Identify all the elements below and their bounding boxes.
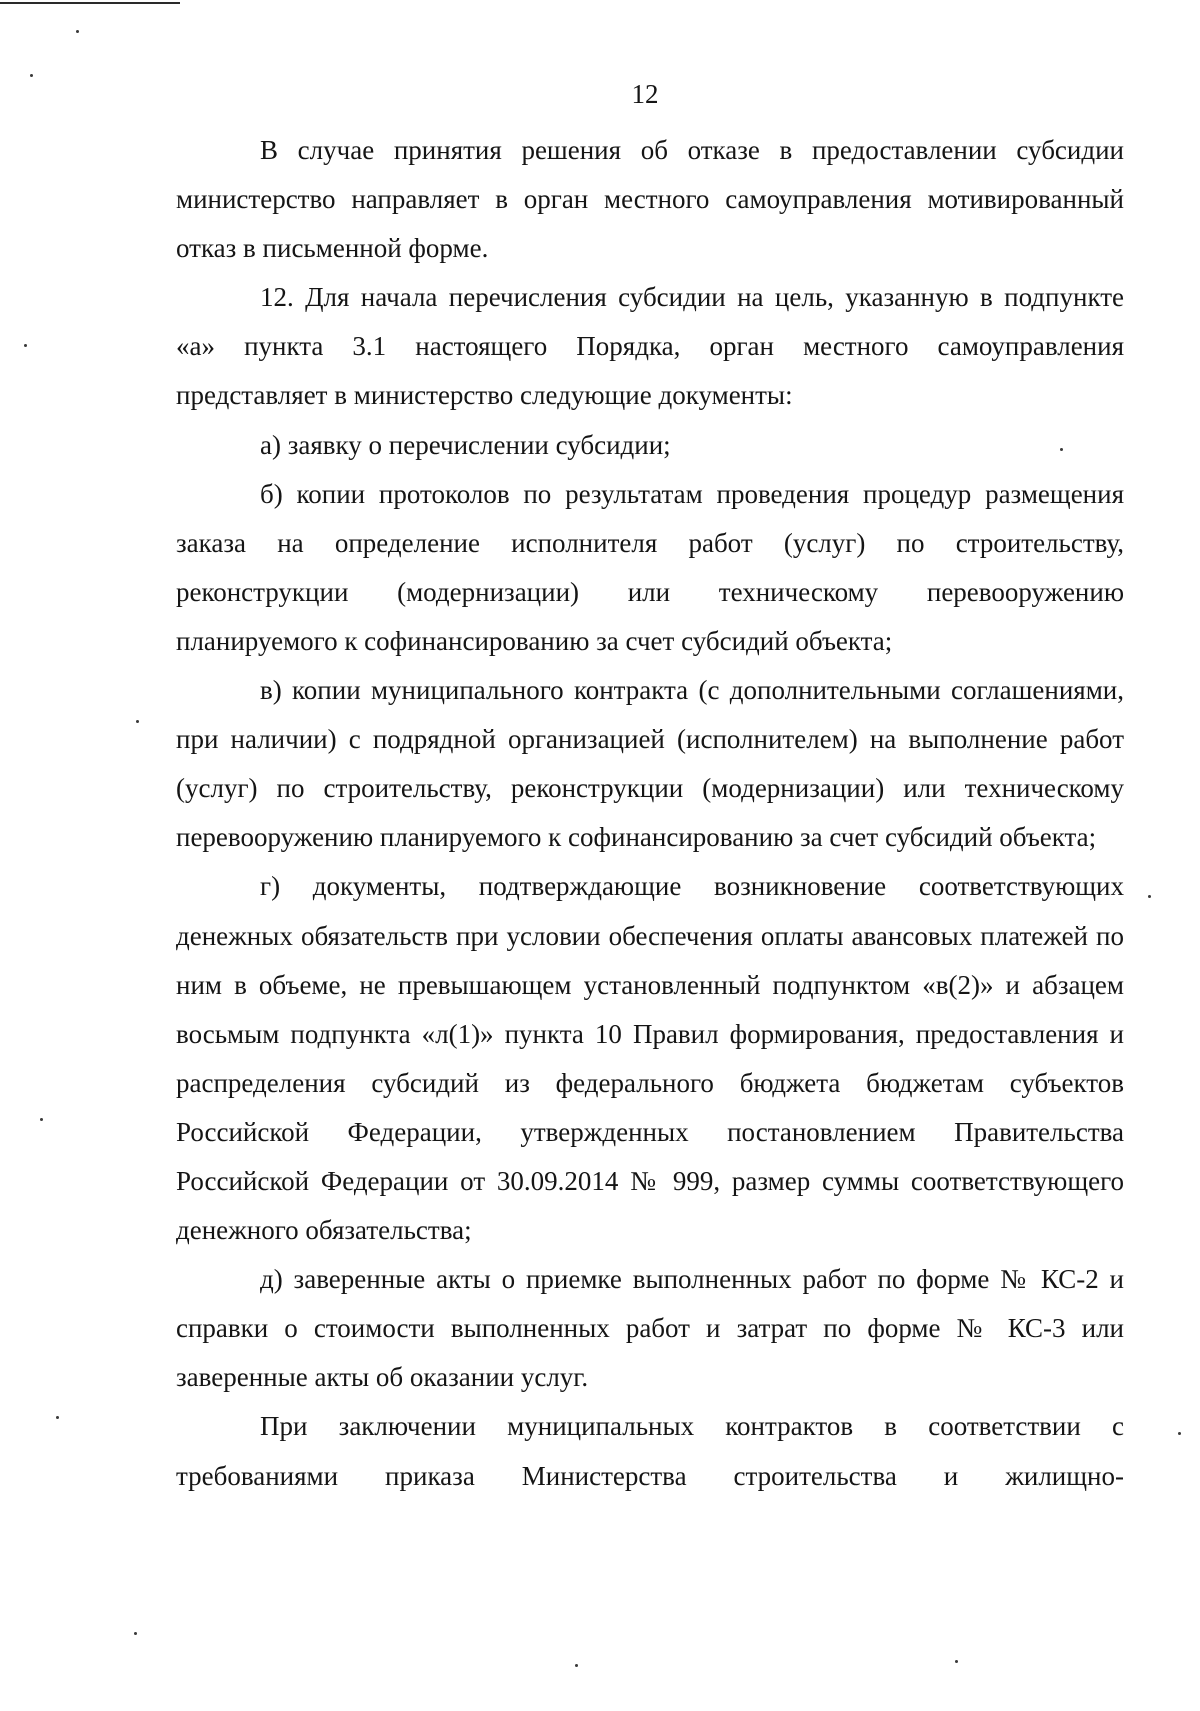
page-number: 12 [631,79,659,109]
scan-edge-line [0,2,180,4]
paragraph-item-12: 12. Для начала перечисления субсидии на цель, указанную в подпункте «а» пункта 3.1 настоящего Порядка, орган местного самоуправления представляет в министерство следующие документы: [176,282,1124,411]
scan-speck [56,1416,59,1419]
paragraph-refusal: В случае принятия решения об отказе в предоставлении субсидии министерство направляет в орган местного самоуправления мотивированный отказ в письменной форме. [176,135,1124,264]
list-item-a: а) заявку о перечислении субсидии; [260,429,671,460]
scan-speck [1178,1432,1181,1435]
scan-speck [40,1118,43,1121]
list-item-v: в) копии муниципального контракта (с дополнительными соглашениями, при наличии) с подрядной организацией (исполнителем) на выполнение работ (услуг) по строительству, реконструкции (модернизации) или техническому перевооружению планируемого к софинансированию за счет субсидий объекта; [176,675,1124,853]
scan-speck [575,1664,578,1667]
scan-speck [24,344,27,347]
paragraph-contracts: При заключении муниципальных контрактов в соответствии с требованиями приказа Министерства строительства и жилищно- [176,1411,1124,1491]
list-item-d: д) заверенные акты о приемке выполненных работ по форме № КС-2 и справки о стоимости выполненных работ и затрат по форме № КС-3 или заверенные акты об оказании услуг. [176,1264,1124,1393]
scan-speck [30,74,33,77]
list-item-g: г) документы, подтверждающие возникновение соответствующих денежных обязательств при условии обеспечения оплаты авансовых платежей по ним в объеме, не превышающем установленный подпунктом «в(2)» и абзацем восьмым подпункта «л(1)» пункта 10 Правил формирования, предоставления и распределения субсидий из федерального бюджета бюджетам субъектов Российской Федерации, утвержденных постановлением Правительства Российской Федерации от 30.09.2014 № 999, размер суммы соответствующего денежного обязательства; [176,871,1124,1246]
scan-speck [1148,895,1151,898]
document-body [176,126,1124,1501]
scan-speck [134,1632,137,1635]
scan-speck [76,30,79,33]
scan-speck [136,720,139,723]
scan-speck [955,1660,958,1663]
list-item-b: б) копии протоколов по результатам проведения процедур размещения заказа на определение исполнителя работ (услуг) по строительству, реконструкции (модернизации) или техническому перевооружению планируемого к софинансированию за счет субсидий объекта; [176,478,1124,656]
scan-speck [1060,448,1063,451]
